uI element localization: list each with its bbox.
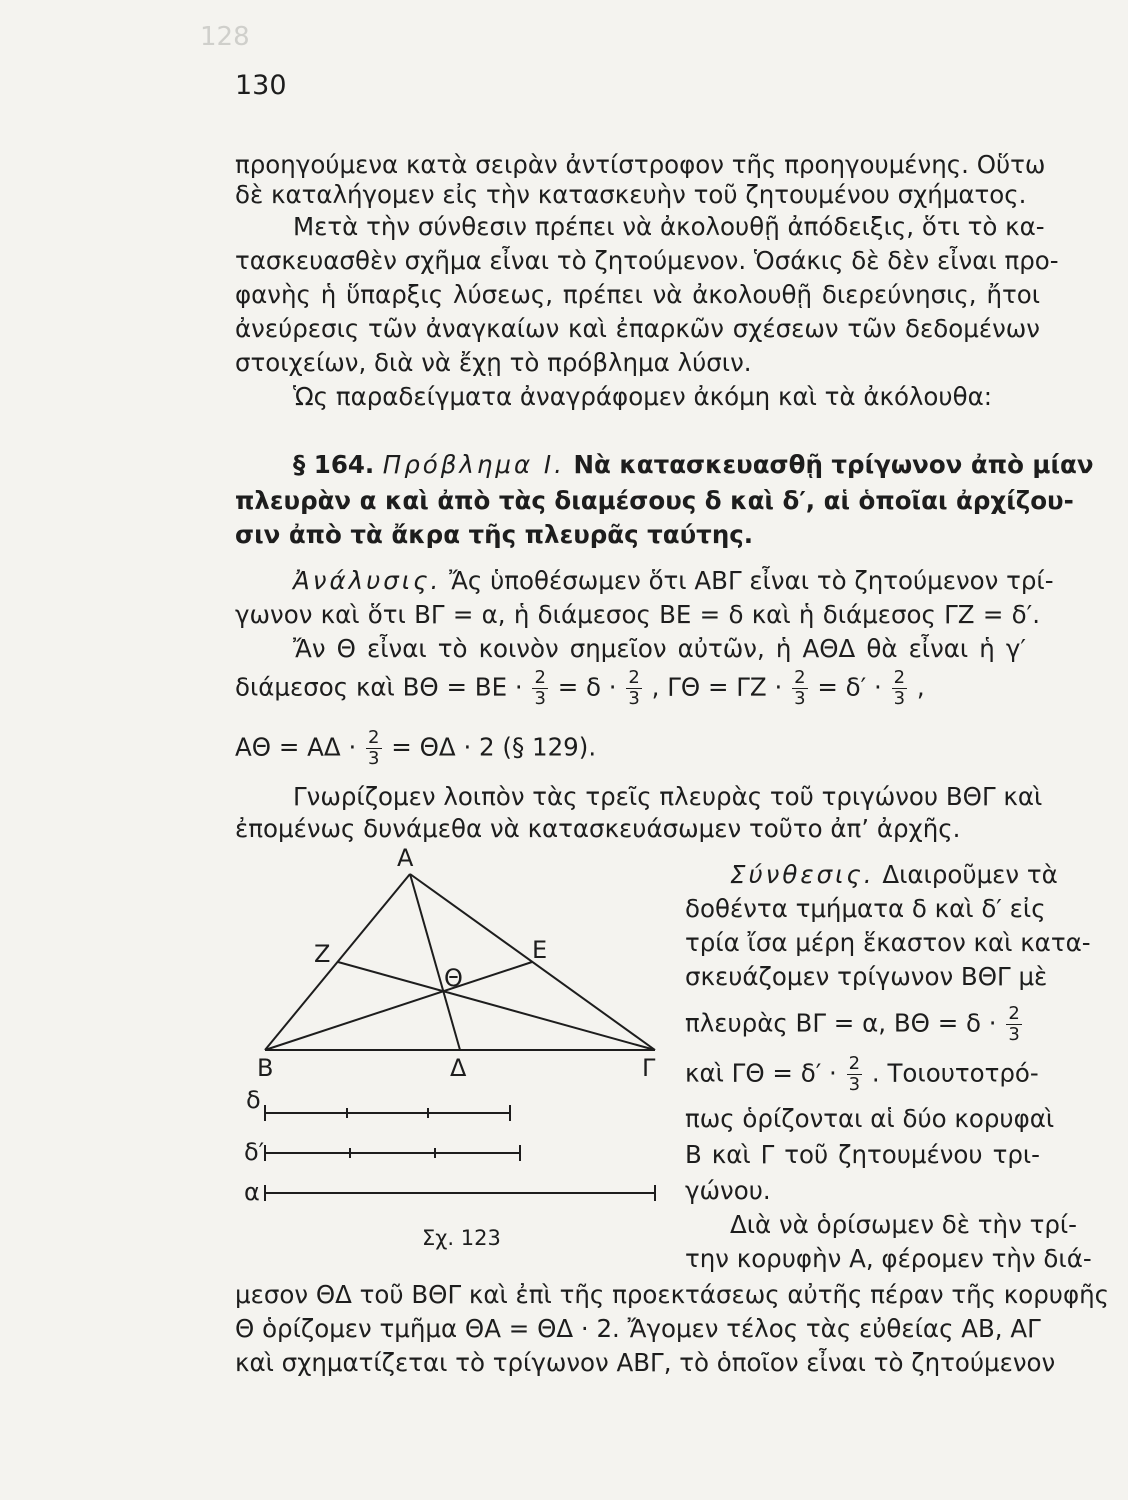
fraction-two-thirds: $\frac{2}{3}$ [628,667,640,709]
text-line: δὲ καταλήγομεν εἰς τὴν κατασκευὴν τοῦ ζητουμένου σχήματος. [235,180,1027,209]
synthesis-line: Σύνθεσις. Διαιροῦμεν τὰ [730,860,1058,889]
text-line: προηγούμενα κατὰ σειρὰν ἀντίστροφον τῆς προηγουμένης. Οὕτω [235,150,1046,179]
section-number: § 164. [293,450,375,479]
vertex-label-A: Α [397,844,414,872]
vertex-label-B: Β [257,1054,274,1082]
analysis-line: Ἄν Θ εἶναι τὸ κοινὸν σημεῖον αὐτῶν, ἡ ΑΘΔ θὰ εἶναι ἡ γ′ [293,634,1026,663]
text-line: φανὴς ἡ ὕπαρξις λύσεως, πρέπει νὰ ἀκολουθῇ διερεύνησις, ἤτοι [235,280,1040,309]
vertex-label-Theta: Θ [444,964,463,992]
text-line: στοιχείων, διὰ νὰ ἔχῃ τὸ πρόβλημα λύσιν. [235,348,752,377]
text-line: την κορυφὴν Α, φέρομεν τὴν διά- [685,1244,1092,1273]
figure-caption: Σχ. 123 [422,1226,501,1250]
vertex-label-Delta: Δ [450,1054,467,1082]
analysis-formula-line: διάμεσος καὶ ΒΘ = ΒΕ · $\frac{2}{3}$ = δ · $\frac{2}{3}$ , ΓΘ = ΓΖ · $\frac{2}{3}$ = δ′ · $\frac{2}{3}$ , [235,667,925,709]
vertex-label-Z: Ζ [314,940,331,968]
synthesis-line: γώνου. [685,1176,771,1205]
fraction-two-thirds: $\frac{2}{3}$ [534,667,546,709]
bleed-through-page-number: 128 [200,22,250,52]
analysis-label: Ἀνάλυσις. [293,566,442,595]
analysis-text: Ἄς ὑποθέσωμεν ὅτι ΑΒΓ εἶναι τὸ ζητούμενον τρί- [449,566,1054,595]
text-line: Μετὰ τὴν σύνθεσιν πρέπει νὰ ἀκολουθῇ ἀπόδειξις, ὅτι τὸ κα- [293,212,1045,241]
vertex-label-E: Ε [532,936,548,964]
median-BE [265,962,532,1050]
text-line: ἐπομένως δυνάμεθα νὰ κατασκευάσωμεν τοῦτο ἀπ’ ἀρχῆς. [235,814,961,843]
fraction-two-thirds: $\frac{2}{3}$ [848,1053,861,1095]
problem-statement-line: σιν ἀπὸ τὰ ἄκρα τῆς πλευρᾶς ταύτης. [235,520,754,549]
text-line: Γνωρίζομεν λοιπὸν τὰς τρεῖς πλευρὰς τοῦ τριγώνου ΒΘΓ καὶ [293,782,1043,811]
median-GZ [338,962,655,1050]
text-line: τασκευασθὲν σχῆμα εἶναι τὸ ζητούμενον. Ὁσάκις δὲ δὲν εἶναι προ- [235,246,1059,275]
fraction-two-thirds: $\frac{2}{3}$ [893,667,906,709]
problem-statement: Νὰ κατασκευασθῇ τρίγωνον ἀπὸ μίαν [573,450,1094,479]
synthesis-line: τρία ἴσα μέρη ἕκαστον καὶ κατα- [685,928,1091,957]
synthesis-line: δοθέντα τμήματα δ καὶ δ′ εἰς [685,894,1046,923]
text-line: ἀνεύρεσις τῶν ἀναγκαίων καὶ ἐπαρκῶν σχέσεων τῶν δεδομένων [235,314,1040,343]
synthesis-formula-line: καὶ ΓΘ = δ′ · $\frac{2}{3}$ . Τοιουτοτρό- [685,1053,1039,1095]
page-number: 130 [235,70,287,101]
segment-label-alpha: α [244,1178,260,1206]
text-line: καὶ σχηματίζεται τὸ τρίγωνον ΑΒΓ, τὸ ὁποῖον εἶναι τὸ ζητούμενον [235,1348,1056,1377]
text-line: Ὡς παραδείγματα ἀναγράφομεν ἀκόμη καὶ τὰ ἀκόλουθα: [293,382,992,411]
vertex-label-Gamma: Γ [642,1054,656,1082]
text-line: Διὰ νὰ ὁρίσωμεν δὲ τὴν τρί- [730,1210,1077,1239]
text-line: μεσον ΘΔ τοῦ ΒΘΓ καὶ ἐπὶ τῆς προεκτάσεως αὐτῆς πέραν τῆς κορυφῆς [235,1280,1110,1309]
fraction-two-thirds: $\frac{2}{3}$ [368,727,380,769]
synthesis-line: Β καὶ Γ τοῦ ζητουμένου τρι- [685,1140,1040,1169]
median-AD [410,874,460,1050]
fraction-two-thirds: $\frac{2}{3}$ [1008,1003,1020,1045]
synthesis-label: Σύνθεσις. [730,860,875,889]
synthesis-line: πως ὁρίζονται αἱ δύο κορυφαὶ [685,1104,1055,1133]
fraction-two-thirds: $\frac{2}{3}$ [794,667,806,709]
side-AB [265,874,410,1050]
problem-label: Πρόβλημα Ι. [382,450,565,479]
segment-label-delta: δ [246,1086,261,1114]
analysis-line: γωνον καὶ ὅτι ΒΓ = α, ἡ διάμεσος ΒΕ = δ καὶ ἡ διάμεσος ΓΖ = δ′. [235,600,1040,629]
problem-statement-line: πλευρὰν α καὶ ἀπὸ τὰς διαμέσους δ καὶ δ′, αἱ ὁποῖαι ἀρχίζου- [235,486,1074,515]
synthesis-line: σκευάζομεν τρίγωνον ΒΘΓ μὲ [685,962,1048,991]
text-line: Θ ὁρίζομεν τμῆμα ΘΑ = ΘΔ · 2. Ἄγομεν τέλος τὰς εὐθείας ΑΒ, ΑΓ [235,1314,1041,1343]
segment-label-delta-prime: δ′ [244,1138,265,1166]
synthesis-formula-line: πλευρὰς ΒΓ = α, ΒΘ = δ · $\frac{2}{3}$ [685,1003,1020,1045]
analysis-formula-line: ΑΘ = ΑΔ · $\frac{2}{3}$ = ΘΔ · 2 (§ 129). [235,727,597,769]
